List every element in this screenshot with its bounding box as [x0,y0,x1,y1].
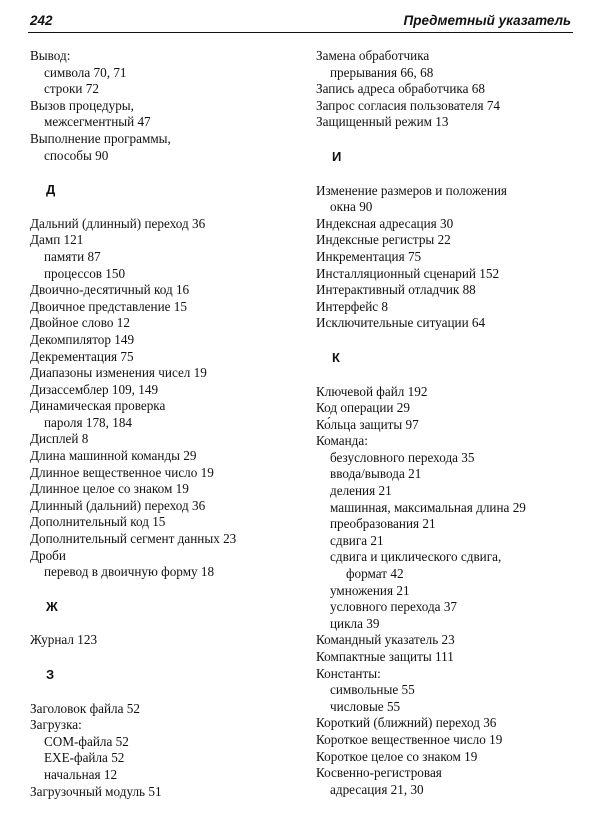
index-column-right [316,48,578,798]
index-entry: Индексная адресация 30 [316,215,454,231]
index-letter-heading: З [46,667,55,682]
index-entry: Декомпилятор 149 [30,331,135,347]
index-subentry: формат 42 [346,566,404,582]
index-entry: Заголовок файла 52 [30,700,140,716]
index-entry: Динамическая проверка [30,398,166,414]
index-subentry: умножения 21 [330,582,410,598]
index-subentry: процессов 150 [44,265,126,281]
index-entry: Двоичное представление 15 [30,298,187,314]
index-entry: Ключевой файл 192 [316,383,428,399]
index-column-left [30,48,292,800]
index-subentry: перевод в двоичную форму 18 [44,564,215,580]
index-entry: Вызов процедуры, [30,97,134,113]
index-entry: Дополнительный код 15 [30,514,166,530]
index-entry: Замена обработчика [316,48,430,63]
index-subentry: прерывания 66, 68 [330,64,434,80]
index-entry: Длинное целое со знаком 19 [30,481,189,497]
spacer [30,615,292,632]
spacer [316,131,578,149]
index-entry: Длина машинной команды 29 [30,448,197,464]
index-entry: Загрузка: [30,717,82,733]
index-subentry: адресация 21, 30 [330,781,424,797]
index-entry: Длинное вещественное число 19 [30,464,214,480]
index-entry: Диапазоны изменения чисел 19 [30,365,207,381]
index-entry: Журнал 123 [30,632,98,648]
index-entry: Двоично-десятичный код 16 [30,282,190,298]
index-subentry: начальная 12 [44,766,118,782]
index-subentry: машинная, максимальная длина 29 [330,499,526,515]
page-number: 242 [30,13,53,28]
spacer [30,199,292,216]
index-entry: Запись адреса обработчика 68 [316,81,485,97]
index-entry: Вывод: [30,48,71,63]
index-entry: Загрузочный модуль 51 [30,783,162,799]
index-entry: Короткое целое со знаком 19 [316,748,478,764]
page-header [28,6,573,33]
spacer [316,332,578,350]
index-entry: Инсталляционный сценарий 152 [316,265,500,281]
index-entry: Дополнительный сегмент данных 23 [30,531,237,547]
index-subentry: символа 70, 71 [44,64,127,80]
spacer [316,166,578,183]
index-letter-heading: К [332,349,340,365]
index-entry: Индексные регистры 22 [316,232,451,248]
index-subentry: сдвига и циклического сдвига, [330,549,502,565]
index-entry: Косвенно-регистровая [316,765,442,781]
index-entry: Декрементация 75 [30,348,134,364]
index-entry: Запрос согласия пользователя 74 [316,97,501,113]
index-entry: Инкрементация 75 [316,248,422,264]
index-subentry: пароля 178, 184 [44,414,133,430]
index-subentry: ввода/вывода 21 [330,466,422,482]
index-subentry: цикла 39 [330,615,380,631]
spacer [30,649,292,667]
index-entry: Команда: [316,433,368,449]
index-subentry: безусловного перехода 35 [330,449,475,465]
index-entry: Командный указатель 23 [316,632,455,648]
index-subentry: условного перехода 37 [330,599,458,615]
index-subentry: окна 90 [330,199,373,215]
index-subentry: деления 21 [330,483,392,499]
index-entry: Дизассемблер 109, 149 [30,381,159,397]
index-entry: Дамп 121 [30,232,84,248]
index-entry: Двойное слово 12 [30,315,130,331]
index-entry: Ко́льца защиты 97 [316,416,419,432]
spacer [30,164,292,182]
index-entry: Изменение размеров и положения [316,182,507,198]
index-letter-heading: Ж [46,598,58,614]
index-subentry: строки 72 [44,81,99,97]
index-subentry: числовые 55 [330,698,401,714]
index-entry: Короткое вещественное число 19 [316,731,503,747]
spacer [30,684,292,701]
index-subentry: символьные 55 [330,682,415,698]
spacer [30,581,292,599]
index-entry: Исключительные ситуации 64 [316,315,486,331]
index-entry: Константы: [316,665,381,681]
index-entry: Длинный (дальний) переход 36 [30,497,206,513]
index-entry: Короткий (ближний) переход 36 [316,715,497,731]
index-letter-heading: Д [46,182,56,198]
spacer [316,367,578,384]
index-subentry: EXE-файла 52 [44,750,125,766]
index-subentry: памяти 87 [44,248,101,264]
index-letter-heading: И [332,148,342,164]
index-entry: Защищенный режим 13 [316,114,449,130]
index-entry: Выполнение программы, [30,130,171,146]
index-subentry: межсегментный 47 [44,114,151,130]
index-subentry: преобразования 21 [330,516,436,532]
index-entry: Интерфейс 8 [316,298,388,314]
index-entry: Код операции 29 [316,400,410,416]
running-title: Предметный указатель [403,13,571,28]
index-entry: Интерактивный отладчик 88 [316,282,476,298]
index-subentry: сдвига 21 [330,532,384,548]
index-entry: Компактные защиты 111 [316,649,454,664]
index-entry: Дальний (длинный) переход 36 [30,215,206,231]
index-entry: Дроби [30,547,66,563]
index-subentry: способы 90 [44,147,109,163]
index-entry: Дисплей 8 [30,431,89,447]
index-subentry: COM-файла 52 [44,733,129,749]
